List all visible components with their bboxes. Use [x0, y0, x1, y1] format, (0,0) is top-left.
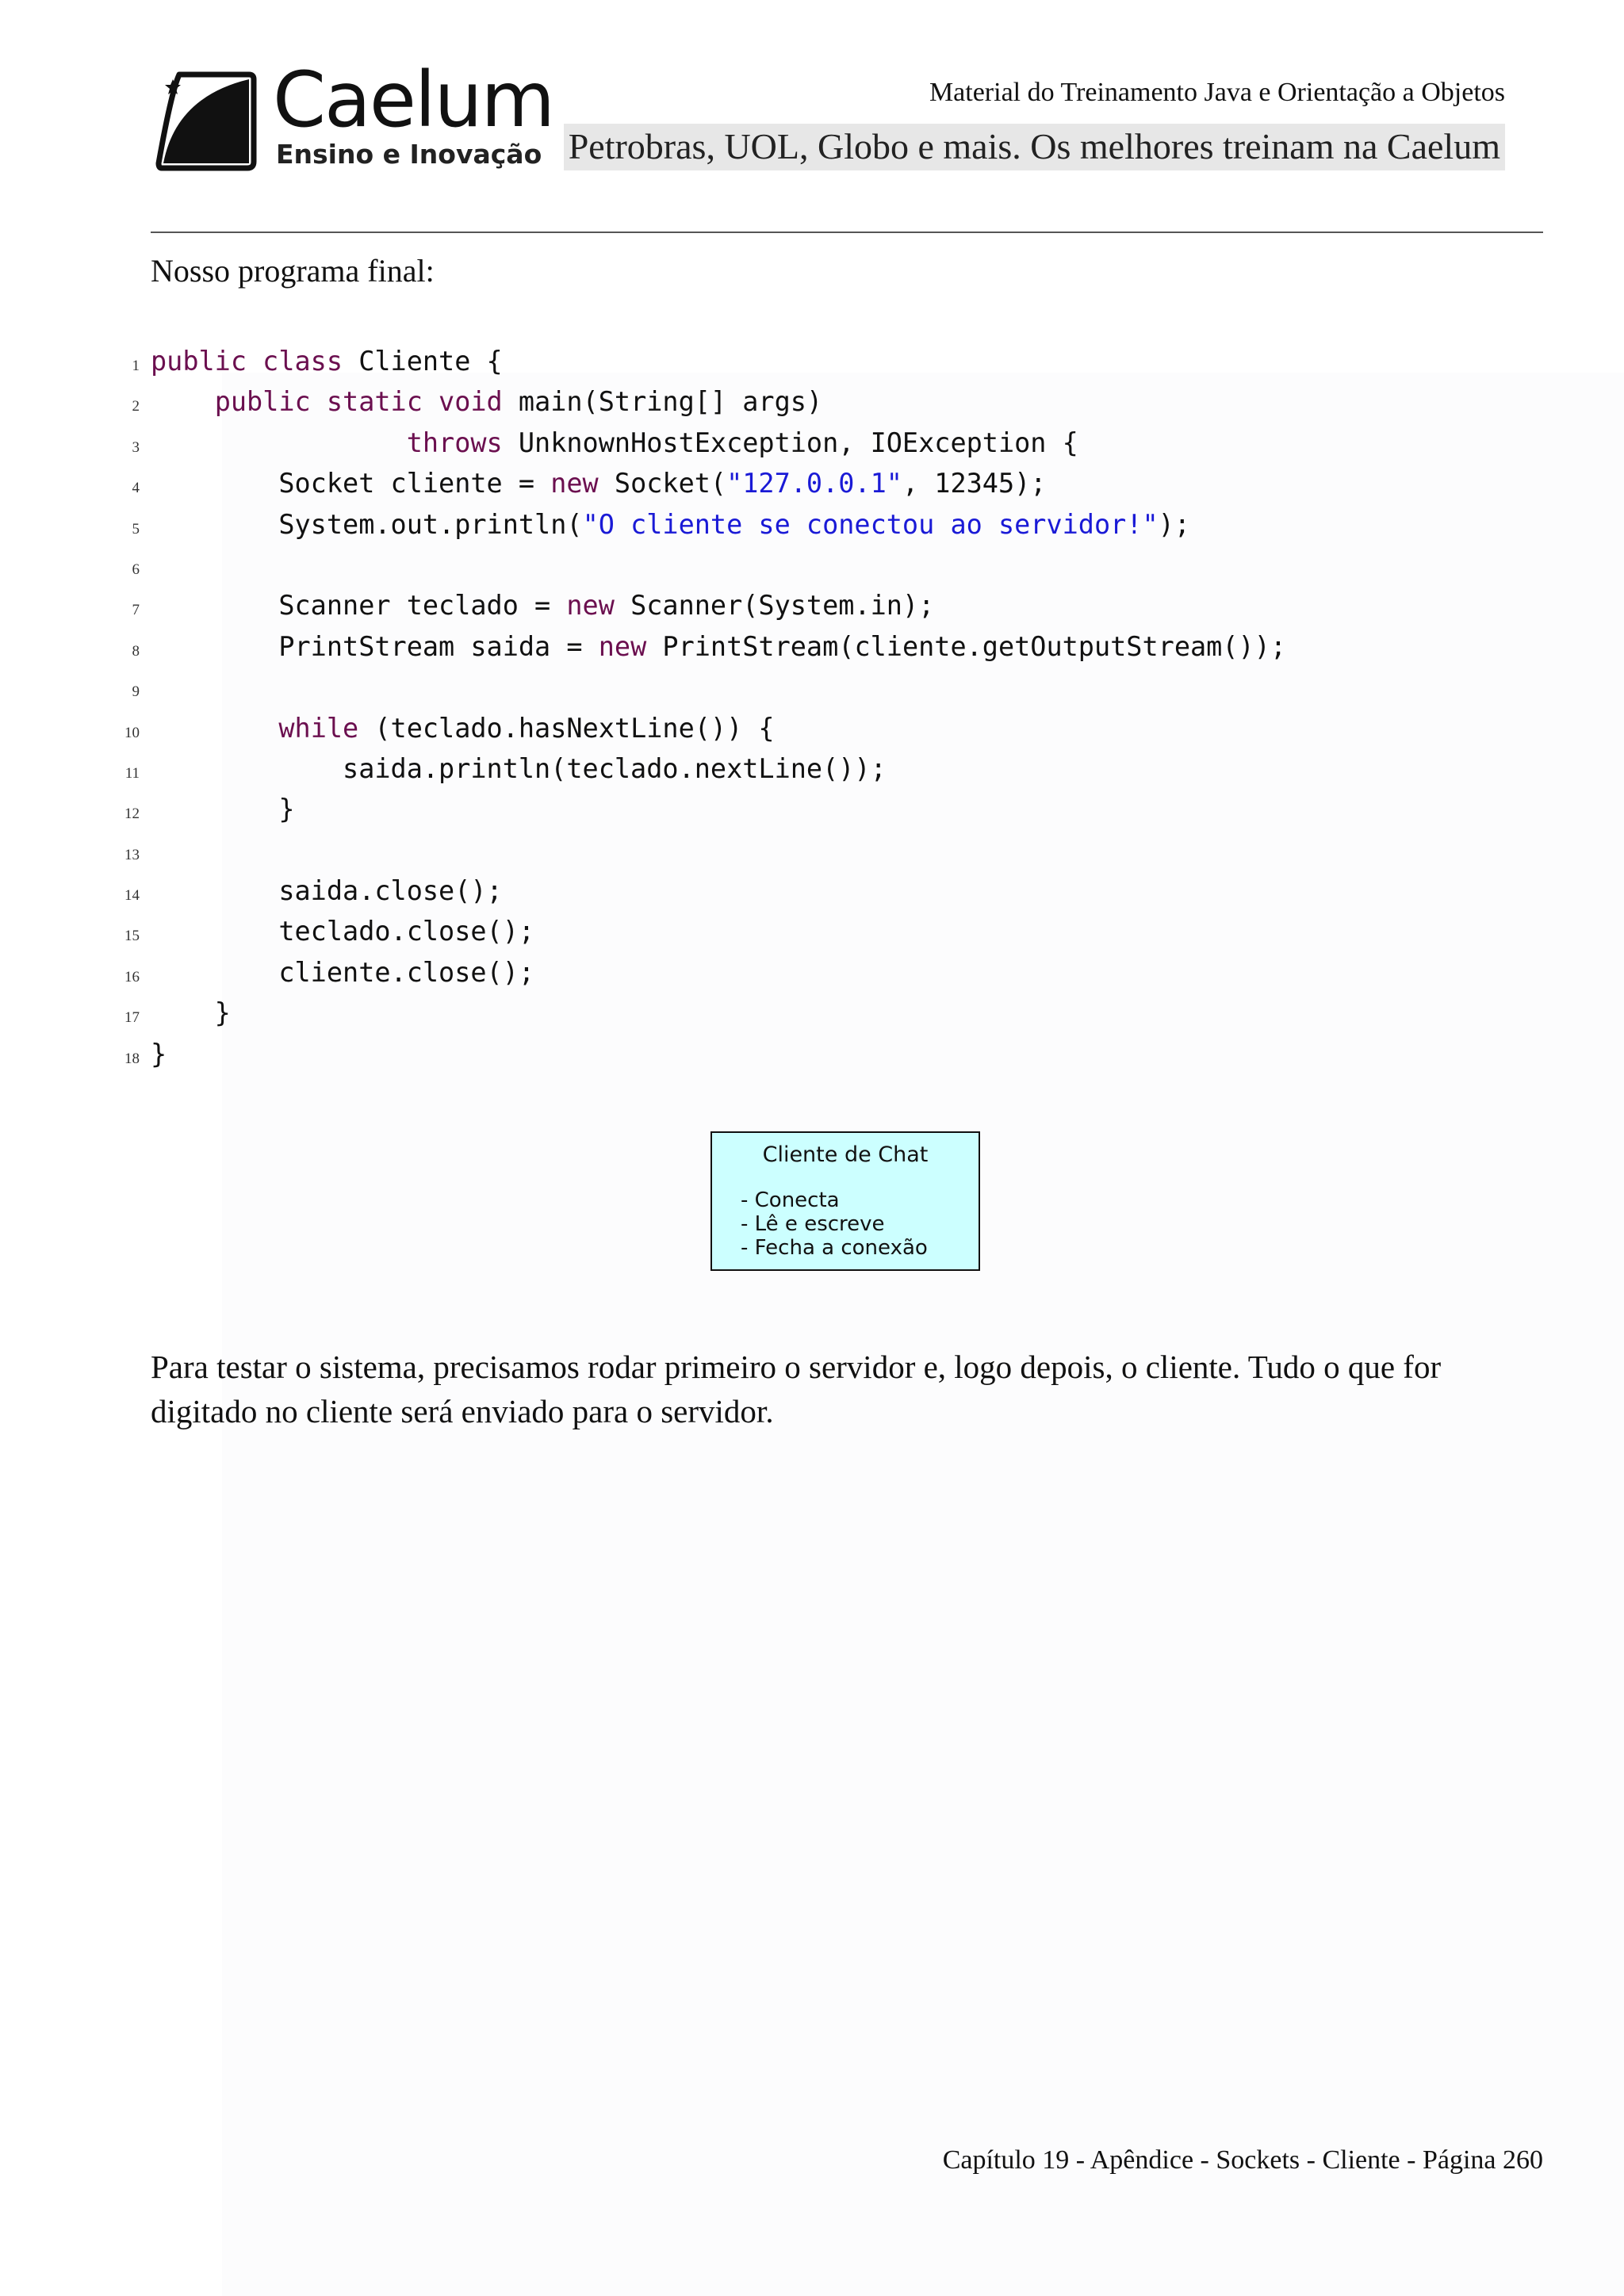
- line-number: 11: [124, 764, 140, 782]
- code-text: [151, 871, 503, 911]
- logo-tagline: Ensino e Inovação: [276, 139, 542, 170]
- code-text: [151, 463, 1046, 503]
- code-text: [151, 585, 934, 626]
- code-token: saida.close();: [151, 875, 503, 907]
- code-token: , 12345);: [902, 468, 1047, 499]
- code-line: [111, 748, 1554, 789]
- code-line: [111, 626, 1554, 667]
- code-keyword: public static void: [214, 386, 503, 418]
- line-number: 3: [132, 438, 140, 456]
- code-token: Scanner(System.in);: [614, 590, 935, 622]
- code-keyword: new: [566, 590, 615, 622]
- header-title: Material do Treinamento Java e Orientação a Objetos: [929, 78, 1505, 107]
- line-number: 10: [124, 724, 140, 741]
- code-line: [111, 504, 1554, 545]
- diagram-item: - Conecta: [741, 1188, 840, 1212]
- code-keyword: throws: [406, 427, 503, 458]
- code-text: [151, 381, 822, 422]
- code-token: [151, 427, 407, 458]
- code-text: [151, 911, 534, 951]
- code-line: [111, 545, 1554, 585]
- line-number: 5: [132, 520, 140, 538]
- line-number: 1: [132, 358, 140, 374]
- uml-class-box: [710, 1131, 980, 1271]
- code-token: cliente.close();: [151, 956, 535, 988]
- line-number: 9: [132, 683, 140, 701]
- code-text: [151, 993, 231, 1033]
- code-line: [111, 789, 1554, 829]
- line-number: 4: [132, 480, 140, 497]
- header-divider: [151, 232, 1543, 233]
- code-string: "127.0.0.1": [726, 468, 902, 499]
- diagram-title: Cliente de Chat: [762, 1142, 929, 1167]
- header-slogan: Petrobras, UOL, Globo e mais. Os melhores treinam na Caelum: [564, 124, 1505, 170]
- code-token: main(String[] args): [502, 386, 823, 418]
- code-line: [111, 463, 1554, 503]
- code-line: [111, 341, 1554, 381]
- body-paragraph: Para testar o sistema, precisamos rodar primeiro o servidor e, logo depois, o cliente. Tudo o que for digitado no cliente será enviado para o servidor.: [151, 1349, 1442, 1429]
- code-token: (teclado.hasNextLine()) {: [358, 712, 775, 744]
- code-token: [151, 713, 278, 744]
- code-line: [111, 871, 1554, 911]
- code-token: Socket cliente =: [151, 468, 551, 499]
- code-token: }: [151, 1038, 167, 1070]
- code-text: [151, 789, 295, 829]
- code-line: [111, 830, 1554, 871]
- code-listing: [111, 341, 1554, 1074]
- code-text: [151, 708, 775, 748]
- code-line: [111, 952, 1554, 993]
- line-number: 17: [124, 1009, 140, 1027]
- diagram-item: - Lê e escreve: [741, 1212, 885, 1236]
- code-text: [151, 341, 503, 381]
- code-keyword: while: [278, 712, 359, 744]
- line-number: 14: [124, 887, 140, 905]
- logo-wordmark: Caelum: [273, 55, 553, 144]
- code-line: [111, 585, 1554, 626]
- code-token: saida.println(teclado.nextLine());: [151, 752, 887, 784]
- line-number: 7: [132, 602, 140, 619]
- intro-text: Nosso programa final:: [151, 253, 435, 289]
- code-line: [111, 708, 1554, 748]
- code-keyword: new: [598, 630, 647, 662]
- code-token: Socket(: [598, 468, 727, 499]
- code-token: PrintStream(cliente.getOutputStream());: [646, 630, 1286, 662]
- line-number: 2: [132, 398, 140, 415]
- caelum-logo: [155, 55, 553, 174]
- code-text: [151, 504, 1190, 545]
- line-number: 16: [124, 968, 140, 985]
- code-line: [111, 993, 1554, 1033]
- code-line: [111, 1034, 1554, 1074]
- code-string: "O cliente se conectou ao servidor!": [582, 508, 1159, 540]
- code-text: [151, 626, 1286, 667]
- logo-mark-icon: [155, 68, 259, 173]
- code-text: [151, 748, 887, 789]
- line-number: 15: [124, 928, 140, 945]
- code-text: [151, 1034, 167, 1074]
- line-number: 8: [132, 642, 140, 660]
- code-text: [151, 423, 1078, 463]
- code-token: PrintStream saida =: [151, 630, 599, 662]
- line-number: 12: [124, 806, 140, 823]
- code-token: System.out.println(: [151, 508, 583, 540]
- line-number: 18: [124, 1050, 140, 1067]
- diagram-list: [741, 1188, 928, 1260]
- code-token: );: [1158, 508, 1190, 540]
- code-keyword: new: [550, 468, 599, 499]
- code-token: teclado.close();: [151, 916, 535, 947]
- code-token: }: [151, 997, 231, 1029]
- code-line: [111, 667, 1554, 707]
- code-keyword: public class: [151, 346, 343, 377]
- code-line: [111, 911, 1554, 951]
- code-token: UnknownHostException, IOException {: [502, 427, 1078, 458]
- code-line: [111, 381, 1554, 422]
- code-token: [151, 386, 215, 417]
- code-text: [151, 952, 534, 993]
- line-number: 6: [132, 561, 140, 578]
- code-token: Scanner teclado =: [151, 590, 567, 622]
- code-token: }: [151, 794, 295, 825]
- code-token: Cliente {: [343, 346, 503, 377]
- line-number: 13: [124, 846, 140, 863]
- page-footer: Capítulo 19 - Apêndice - Sockets - Cliente - Página 260: [942, 2145, 1543, 2175]
- code-line: [111, 423, 1554, 463]
- diagram-item: - Fecha a conexão: [741, 1236, 928, 1260]
